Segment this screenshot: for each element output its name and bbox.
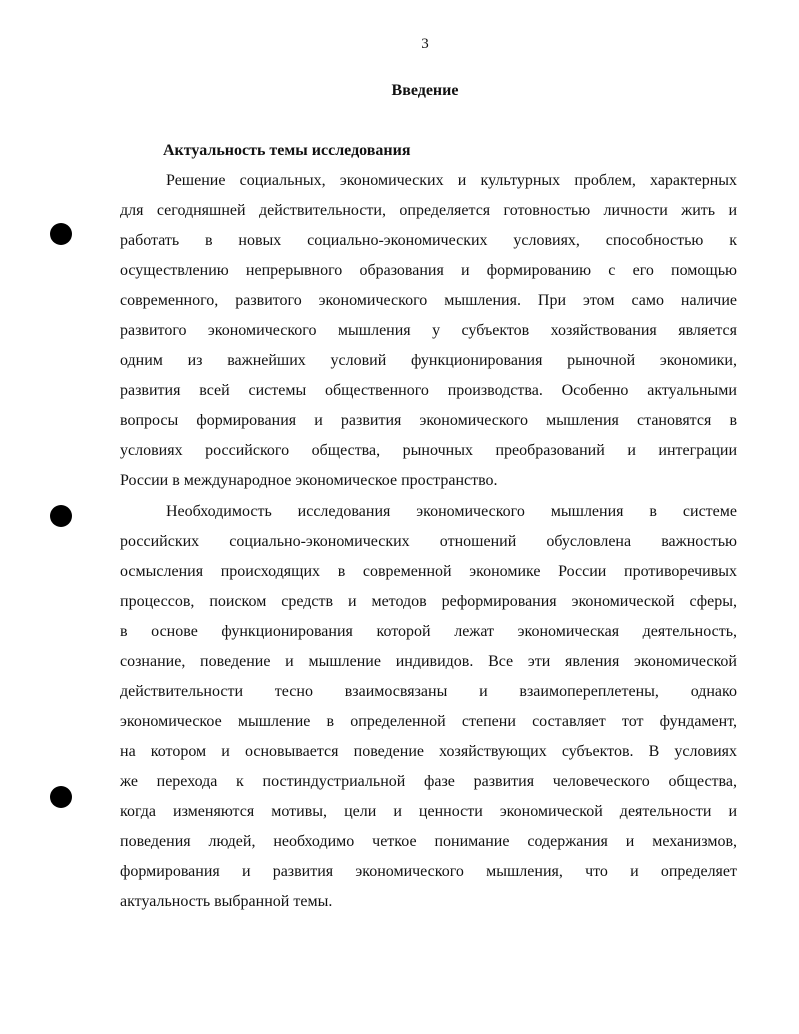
text-line: осуществлению непрерывного образования и формированию с его помощью (120, 262, 737, 279)
text-line: Решение социальных, экономических и культурных проблем, характерных (166, 172, 737, 189)
text-line: Необходимость исследования экономического мышления в системе (166, 503, 737, 520)
text-line: актуальность выбранной темы. (120, 893, 333, 910)
text-line: поведения людей, необходимо четкое понимание содержания и механизмов, (120, 833, 737, 850)
text-line: работать в новых социально-экономических условиях, способностью к (120, 232, 737, 249)
text-line: экономическое мышление в определенной степени составляет тот фундамент, (120, 713, 737, 730)
punch-hole (50, 505, 72, 527)
text-line: на котором и основывается поведение хозяйствующих субъектов. В условиях (120, 743, 737, 760)
text-line: для сегодняшней действительности, определяется готовностью личности жить и (120, 202, 737, 219)
text-line: одним из важнейших условий функционирования рыночной экономики, (120, 352, 737, 369)
text-line: когда изменяются мотивы, цели и ценности экономической деятельности и (120, 803, 737, 820)
text-line: же перехода к постиндустриальной фазе развития человеческого общества, (120, 773, 737, 790)
text-line: сознание, поведение и мышление индивидов. Все эти явления экономической (120, 653, 737, 670)
text-line: осмысления происходящих в современной экономике России противоречивых (120, 563, 737, 580)
text-line: развитого экономического мышления у субъектов хозяйствования является (120, 322, 737, 339)
text-line: российских социально-экономических отношений обусловлена важностью (120, 533, 737, 550)
section-heading: Введение (391, 82, 459, 99)
text-line: России в международное экономическое пространство. (120, 472, 498, 489)
punch-hole (50, 223, 72, 245)
text-line: в основе функционирования которой лежат экономическая деятельность, (120, 623, 737, 640)
paragraph-1 (120, 166, 737, 496)
text-line: условиях российского общества, рыночных преобразований и интеграции (120, 442, 737, 459)
paragraph-2 (120, 497, 737, 917)
text-line: процессов, поиском средств и методов реформирования экономической сферы, (120, 593, 737, 610)
punch-hole (50, 786, 72, 808)
page-number: 3 (421, 36, 429, 52)
text-line: формирования и развития экономического мышления, что и определяет (120, 863, 737, 880)
text-line: развития всей системы общественного производства. Особенно актуальными (120, 382, 737, 399)
subsection-heading: Актуальность темы исследования (163, 142, 411, 159)
text-line: вопросы формирования и развития экономического мышления становятся в (120, 412, 737, 429)
text-line: современного, развитого экономического мышления. При этом само наличие (120, 292, 737, 309)
text-line: действительности тесно взаимосвязаны и взаимопереплетены, однако (120, 683, 737, 700)
